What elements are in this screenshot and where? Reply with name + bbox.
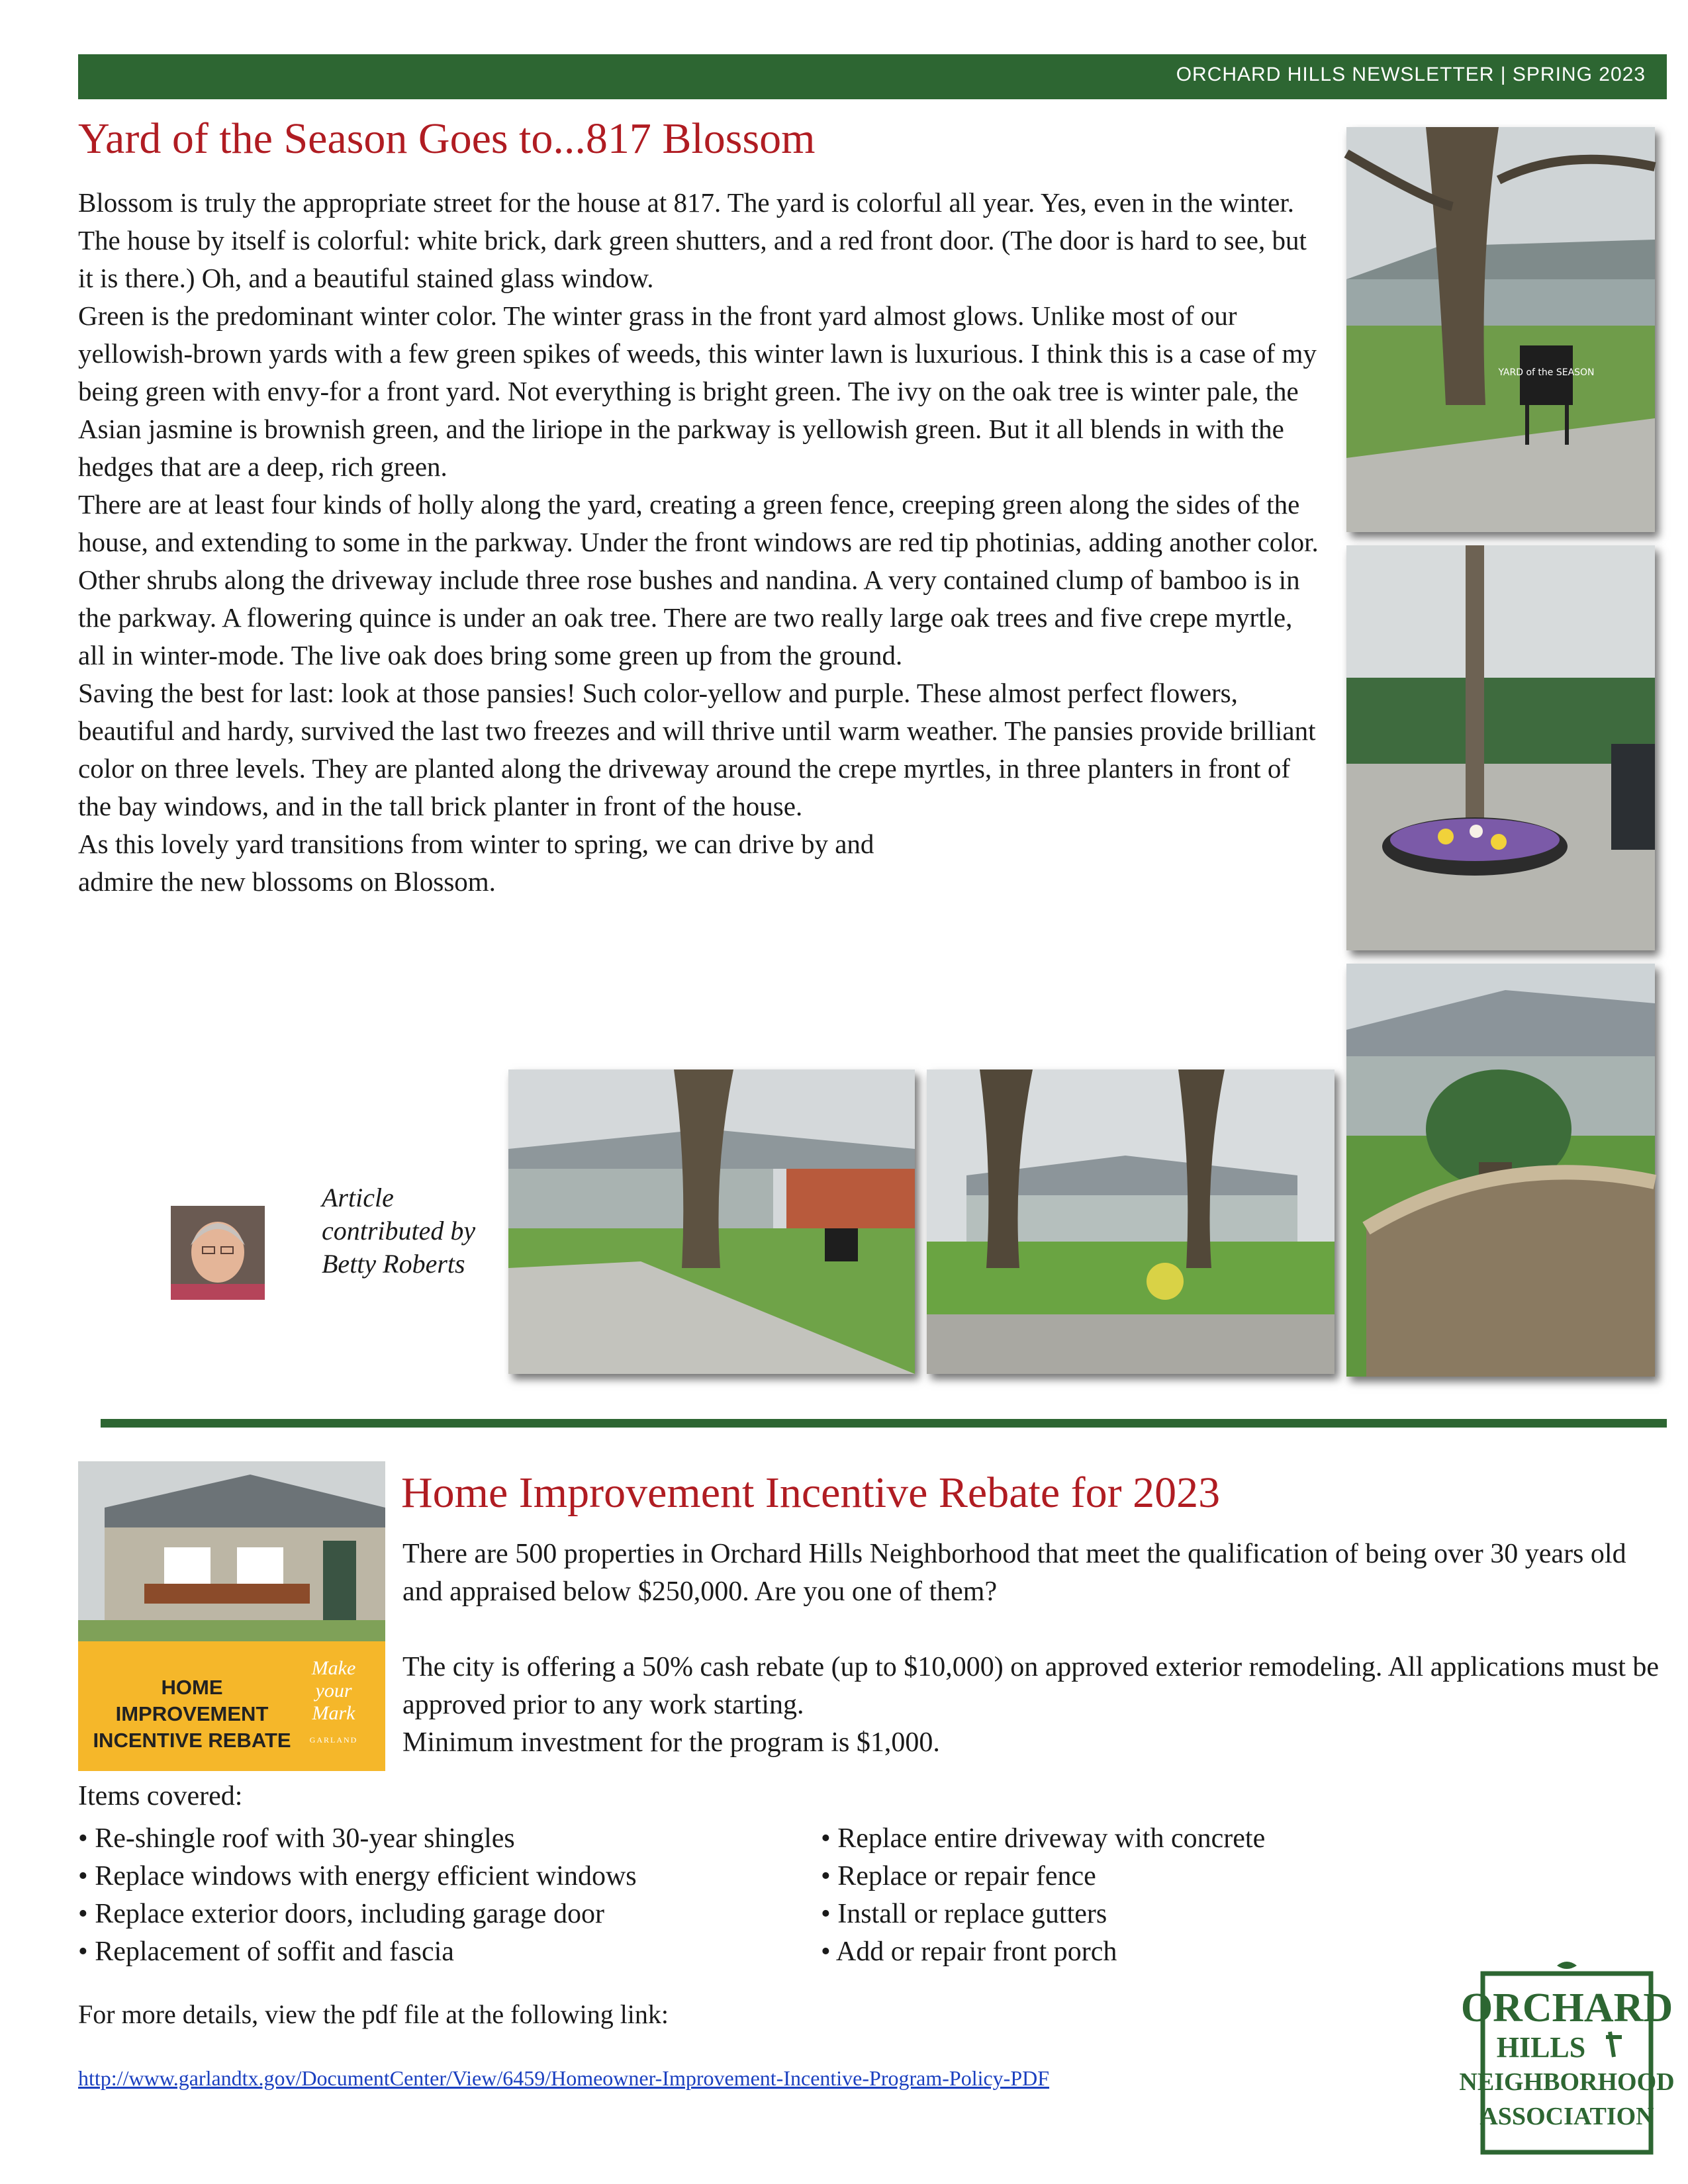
yard-photo-front-lawn: [508, 1069, 915, 1374]
items-covered-heading: Items covered:: [78, 1781, 243, 1811]
list-item: • Replace or repair fence: [821, 1858, 1265, 1895]
yard-photo-pansy-bed: [1346, 545, 1655, 950]
article-body: [78, 184, 1323, 901]
rebate-promo-image: [78, 1461, 385, 1771]
make-your-mark-text: Make your Mark: [311, 1657, 356, 1724]
article-title: Yard of the Season Goes to...817 Blossom: [78, 114, 816, 163]
list-item: • Replacement of soffit and fascia: [78, 1933, 637, 1971]
make-your-mark-logo: [297, 1657, 371, 1745]
garland-text: GARLAND: [309, 1735, 358, 1745]
list-item: • Replace entire driveway with concrete: [821, 1820, 1265, 1858]
yard-photo-sign: [1346, 127, 1655, 532]
logo-tree-icon: [1606, 2032, 1622, 2057]
yard-photo-street-view: [927, 1069, 1335, 1374]
logo-line-neighborhood: NEIGHBORHOOD: [1459, 2068, 1675, 2096]
yard-photo-brick-planter: [1346, 964, 1655, 1377]
rebate-promo-label: [78, 1641, 385, 1771]
more-details-text: For more details, view the pdf file at the following link:: [78, 1999, 669, 2029]
article-paragraph: Blossom is truly the appropriate street for the house at 817. The yard is colorful all year. Yes, even in the winter. The house by itself is colorful: white brick, dark green shutters, and a red front door. (The door is hard to see, but it is there.) Oh, and a beautiful stained glass window.: [78, 187, 1307, 293]
logo-line-association: ASSOCIATION: [1479, 2103, 1654, 2130]
article-paragraph: As this lovely yard transitions from winter to spring, we can drive by and admire the new blossoms on Blossom.: [78, 829, 874, 897]
logo-line-hills: HILLS: [1496, 2031, 1586, 2064]
section-divider: [101, 1419, 1667, 1428]
article-paragraph: Saving the best for last: look at those pansies! Such color-yellow and purple. These almost perfect flowers, beautiful and hardy, survived the last two freezes and will thrive until warm weather. The pansies provide brilliant color on three levels. They are planted along the driveway around the crepe myrtles, in three planters in front of the bay windows, and in the tall brick planter in front of the house.: [78, 678, 1316, 821]
contributor-credit: Article contributed by Betty Roberts: [322, 1183, 476, 1279]
rebate-paragraph: There are 500 properties in Orchard Hills Neighborhood that meet the qualification of being over 30 years old and appraised below $250,000. Are you one of them?: [402, 1539, 1626, 1607]
items-covered-list-right: [821, 1820, 1265, 1971]
yard-sign-text: YARD of the SEASON: [1498, 367, 1595, 378]
list-item: • Replace windows with energy efficient windows: [78, 1858, 637, 1895]
newsletter-header-text: ORCHARD HILLS NEWSLETTER | SPRING 2023: [1176, 64, 1646, 85]
list-item: • Replace exterior doors, including garage door: [78, 1895, 637, 1933]
list-item: • Add or repair front porch: [821, 1933, 1265, 1971]
article-paragraph: Green is the predominant winter color. The winter grass in the front yard almost glows. Unlike most of our yellowish-brown yards with a few green spikes of weeds, this winter lawn is luxurious. I think this is a case of my being green with envy-for a front yard. Not everything is bright green. The ivy on the oak tree is winter pale, the Asian jasmine is brownish green, and the liriope in the parkway is yellowish green. But it all blends in with the hedges that are a deep, rich green.: [78, 300, 1317, 482]
rebate-promo-text: HOME IMPROVEMENT INCENTIVE REBATE: [93, 1676, 291, 1752]
policy-pdf-link[interactable]: http://www.garlandtx.gov/DocumentCenter/View/6459/Homeowner-Improvement-Incentive-Program-Policy-PDF: [78, 2066, 1050, 2090]
rebate-title: Home Improvement Incentive Rebate for 2023: [401, 1469, 1221, 1517]
contributor-avatar: [171, 1206, 265, 1300]
list-item: • Install or replace gutters: [821, 1895, 1265, 1933]
list-item: • Re-shingle roof with 30-year shingles: [78, 1820, 637, 1858]
house-porch-illustration: [78, 1461, 385, 1641]
logo-line-orchard: ORCHARD: [1460, 1985, 1673, 2030]
rebate-paragraph: The city is offering a 50% cash rebate (up to $10,000) on approved exterior remodeling. All applications must be approved prior to any work starting.: [402, 1652, 1660, 1720]
orchard-hills-logo: [1459, 1958, 1675, 2156]
rebate-paragraph: Minimum investment for the program is $1,000.: [402, 1727, 940, 1758]
article-paragraph: There are at least four kinds of holly along the yard, creating a green fence, creeping green along the sides of the house, and extending to some in the parkway. Under the front windows are red tip photinias, adding another color.: [78, 489, 1319, 557]
rebate-body: [402, 1535, 1660, 1762]
article-paragraph: Other shrubs along the driveway include three rose bushes and nandina. A very contained clump of bamboo is in the parkway. A flowering quince is under an oak tree. There are two really large oak trees and five crepe myrtle, all in winter-mode. The live oak does bring some green up from the ground.: [78, 565, 1300, 670]
newsletter-header-bar: [78, 54, 1667, 99]
items-covered-list-left: [78, 1820, 637, 1971]
